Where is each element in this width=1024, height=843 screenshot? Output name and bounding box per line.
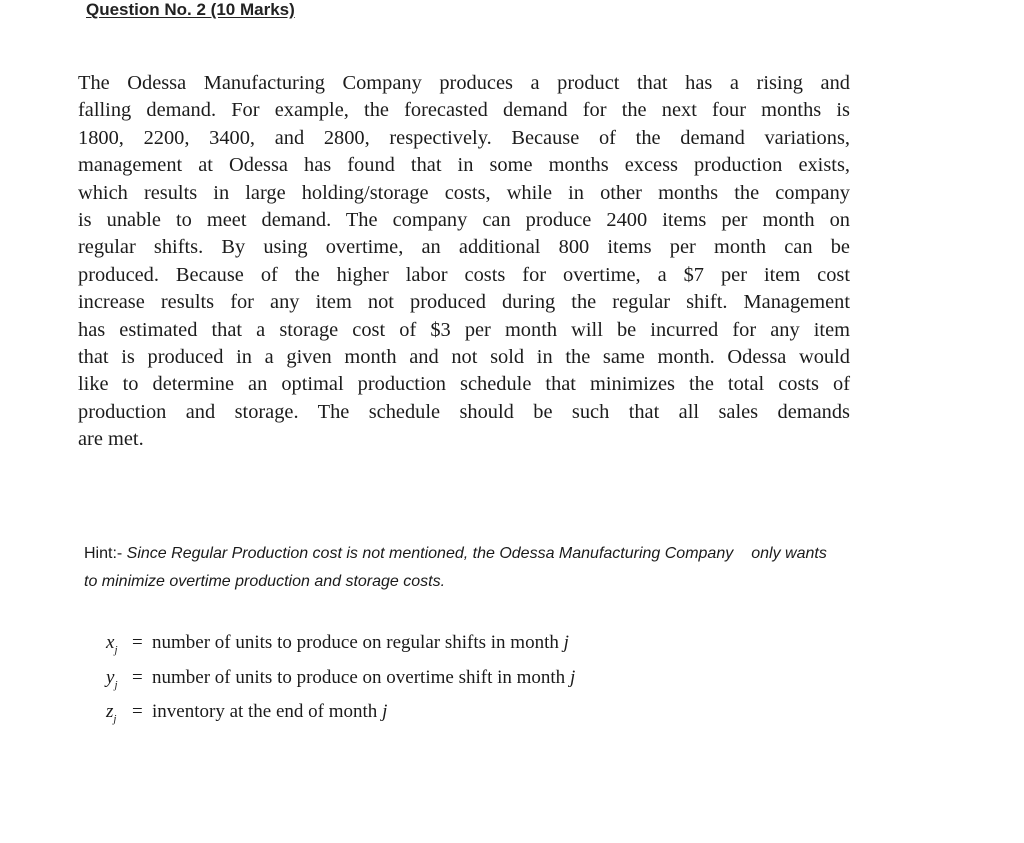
equals-sign: =	[132, 701, 143, 722]
variable-symbol: $z_j$	[106, 701, 117, 725]
variable-definition	[106, 701, 575, 736]
problem-line: that is produced in a given month and not sold in the same month. Odessa would	[78, 346, 850, 369]
problem-line: 1800, 2200, 3400, and 2800, respectively. Because of the demand variations,	[78, 126, 850, 149]
hint-line: to minimize overtime production and storage costs.	[84, 573, 446, 590]
problem-line: production and storage. The schedule should be such that all sales demands	[78, 400, 850, 423]
hint-line	[84, 540, 924, 568]
equals-sign: =	[132, 666, 143, 688]
variable-description: number of units to produce on overtime shift in month j	[152, 666, 576, 688]
problem-line: regular shifts. By using overtime, an additional 800 items per month can be	[78, 236, 850, 259]
hint-label: Hint:-	[84, 545, 127, 562]
problem-line: increase results for any item not produced during the regular shift. Management	[78, 291, 850, 314]
problem-line: The Odessa Manufacturing Company produces a product that has a rising and	[78, 72, 850, 94]
problem-line: which results in large holding/storage costs, while in other months the company	[78, 181, 850, 204]
variable-symbol: $y_j$	[106, 666, 118, 691]
problem-statement	[78, 70, 850, 454]
problem-line: like to determine an optimal production schedule that minimizes the total costs of	[78, 373, 850, 396]
hint-text: only wants	[751, 545, 827, 562]
problem-line: falling demand. For example, the forecasted demand for the next four months is	[78, 99, 850, 122]
variable-description: number of units to produce on regular shifts in month j	[152, 632, 569, 653]
problem-line: produced. Because of the higher labor costs for overtime, a $7 per item cost	[78, 263, 850, 286]
problem-line: are met.	[78, 428, 144, 451]
hint-block	[84, 540, 924, 596]
question-heading: Question No. 2 (10 Marks)	[86, 0, 295, 19]
problem-line: has estimated that a storage cost of $3 per month will be incurred for any item	[78, 318, 850, 341]
variable-description: inventory at the end of month j	[152, 701, 388, 722]
problem-line: is unable to meet demand. The company can produce 2400 items per month on	[78, 209, 850, 232]
equals-sign: =	[132, 632, 143, 653]
variable-definition	[106, 667, 575, 702]
hint-text: Since Regular Production cost is not mentioned, the Odessa Manufacturing Company	[126, 545, 734, 562]
variable-definition	[106, 632, 575, 667]
variable-definitions	[106, 632, 575, 736]
problem-line: management at Odessa has found that in some months excess production exists,	[78, 154, 850, 177]
variable-symbol: $x_j$	[106, 632, 118, 656]
